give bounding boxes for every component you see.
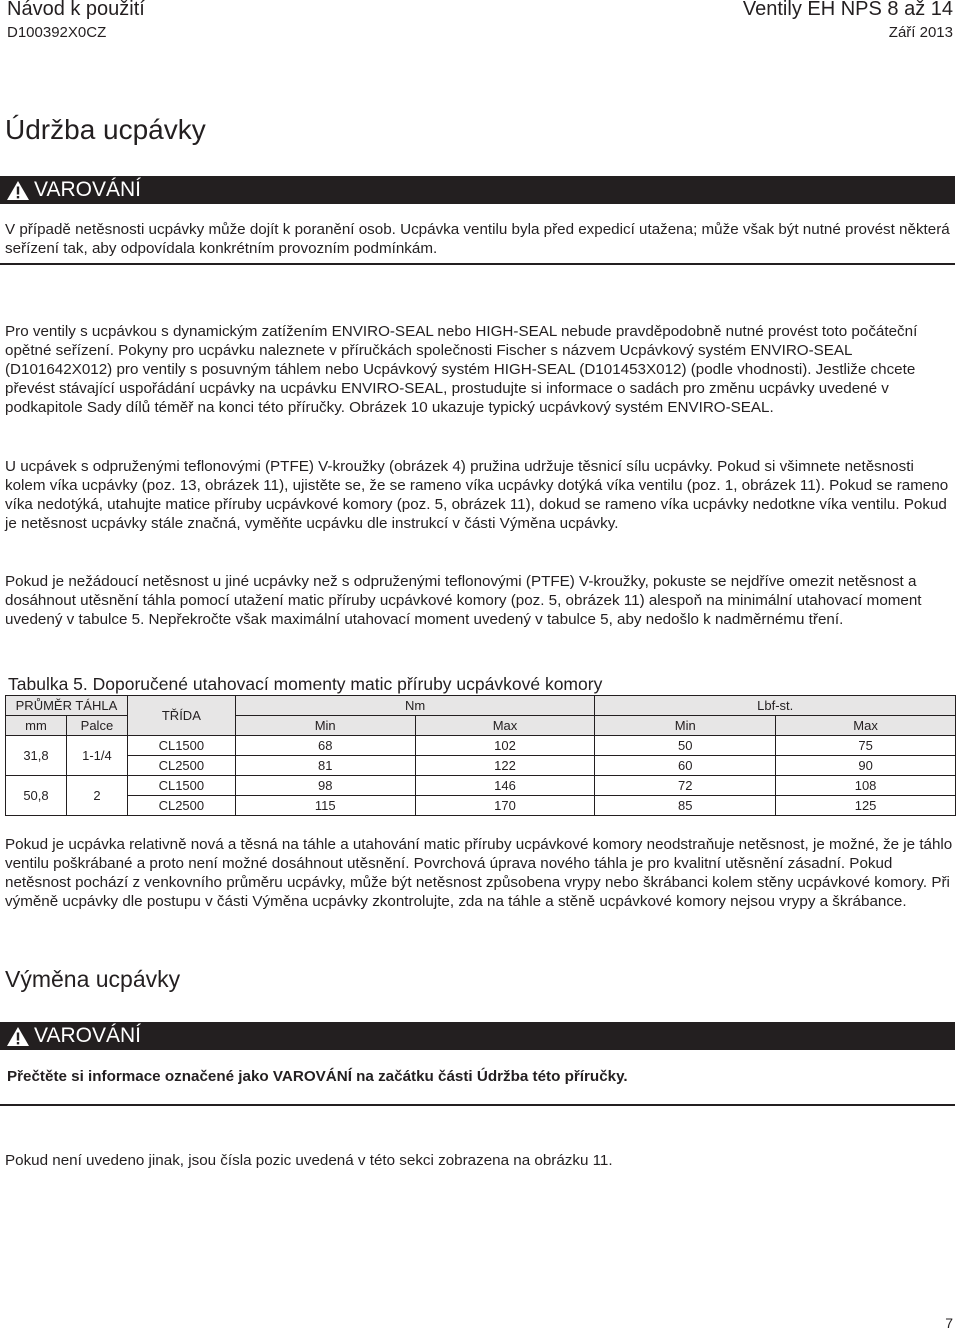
header-lbf-min: Min: [595, 716, 776, 736]
cell-lbf-min: 50: [595, 736, 776, 756]
warning-text-2: Přečtěte si informace označené jako VAROVÁNÍ na začátku části Údržba této příručky.: [7, 1068, 628, 1085]
header-nm-max: Max: [415, 716, 595, 736]
header-mm: mm: [6, 716, 67, 736]
cell-nm-max: 122: [415, 756, 595, 776]
document-date: Září 2013: [888, 24, 953, 41]
cell-lbf-min: 60: [595, 756, 776, 776]
header-stem-diameter: PRŮMĚR TÁHLA: [6, 696, 128, 716]
cell-mm: 50,8: [6, 776, 67, 816]
cell-lbf-max: 90: [776, 756, 956, 776]
warning-label: VAROVÁNÍ: [34, 1024, 141, 1047]
warning-icon: [7, 1027, 29, 1046]
torque-table: [5, 695, 956, 816]
cell-inch: 1-1/4: [66, 736, 127, 776]
header-nm-min: Min: [235, 716, 415, 736]
cell-lbf-max: 75: [776, 736, 956, 756]
warning-text: V případě netěsnosti ucpávky může dojít k poranění osob. Ucpávka ventilu byla před expedicí utažena; může však být nutné provést některá seřízení tak, aby odpovídala konkrétním provozním podmínkám.: [5, 221, 950, 257]
cell-lbf-min: 85: [595, 796, 776, 816]
cell-lbf-min: 72: [595, 776, 776, 796]
warning-icon: [7, 181, 29, 200]
table-title: Tabulka 5. Doporučené utahovací momenty matic příruby ucpávkové komory: [8, 674, 603, 694]
header-class: TŘÍDA: [127, 696, 235, 736]
header-inch: Palce: [66, 716, 127, 736]
cell-inch: 2: [66, 776, 127, 816]
paragraph-new-packing: Pokud je ucpávka relativně nová a těsná na táhle a utahování matic příruby ucpávkové komory neodstraňuje netěsnost, je možné, že je táhlo ventilu poškrábané a proto není možné dosáhnout utěsnění. Povrchová úprava nového táhla je pro kvalitní utěsnění zásadní. Pokud netěsnost pochází z venkovního průměru ucpávky, může být netěsnost způsobena vrypy nebo škrábanci kolem stěny ucpávkové komory. Při výměně ucpávky dle postupu v části Výměna ucpávky zkontrolujte, zda na táhle a stěně ucpávkové komory nejsou vrypy a škrábance.: [5, 836, 953, 910]
cell-nm-max: 170: [415, 796, 595, 816]
cell-mm: 31,8: [6, 736, 67, 776]
cell-class: CL1500: [127, 776, 235, 796]
cell-nm-min: 68: [235, 736, 415, 756]
cell-nm-max: 146: [415, 776, 595, 796]
paragraph-item-numbers: Pokud není uvedeno jinak, jsou čísla pozic uvedená v této sekci zobrazena na obrázku 11.: [5, 1152, 613, 1169]
warning-banner-2: [0, 1022, 955, 1050]
paragraph-other-packing: Pokud je nežádoucí netěsnost u jiné ucpávky než s odpruženými teflonovými (PTFE) V-kroužky, pokuste se nejdříve omezit netěsnost a dosáhnout utěsnění táhla pomocí utažení matic příruby ucpávkové komory (poz. 5, obrázek 11) alespoň na minimální utahovací moment uvedený v tabulce 5. Nepřekročte však maximální utahovací moment uvedený v tabulce 5, aby nedošlo k nadměrnému tření.: [5, 573, 922, 628]
manual-title: Návod k použití: [7, 0, 145, 20]
warning-label: VAROVÁNÍ: [34, 178, 141, 201]
cell-nm-min: 115: [235, 796, 415, 816]
cell-nm-min: 81: [235, 756, 415, 776]
product-title: Ventily EH NPS 8 až 14: [742, 0, 953, 20]
header-nm: Nm: [235, 696, 595, 716]
section-heading-packing-replacement: Výměna ucpávky: [5, 966, 181, 992]
table-row: [6, 796, 956, 816]
header-lbf-max: Max: [776, 716, 956, 736]
table-row: [6, 736, 956, 756]
document-code: D100392X0CZ: [7, 24, 107, 41]
section-heading-maintenance: Údržba ucpávky: [5, 114, 206, 145]
cell-class: CL2500: [127, 796, 235, 816]
cell-lbf-max: 108: [776, 776, 956, 796]
cell-class: CL1500: [127, 736, 235, 756]
warning-banner: [0, 176, 955, 204]
paragraph-enviro-seal: Pro ventily s ucpávkou s dynamickým zatížením ENVIRO-SEAL nebo HIGH-SEAL nebude pravděpodobně nutné provést toto počáteční opětné seřízení. Pokyny pro ucpávku naleznete v příručkách společnosti Fischer s názvem Ucpávkový systém ENVIRO-SEAL (D101642X012) pro ventily s posuvným táhlem nebo Ucpávkový systém HIGH-SEAL (D101453X012) (podle vhodnosti). Jestliže chcete převést stávající uspořádání ucpávky na ucpávku ENVIRO-SEAL, prostudujte si informace o sadách pro změnu ucpávky uvedené v podkapitole Sady dílů téměř na konci této příručky. Obrázek 10 ukazuje typický ucpávkový systém ENVIRO-SEAL.: [5, 323, 918, 416]
table-row: [6, 756, 956, 776]
warning-rule: [0, 263, 955, 265]
cell-nm-min: 98: [235, 776, 415, 796]
cell-lbf-max: 125: [776, 796, 956, 816]
header-lbf: Lbf-st.: [595, 696, 956, 716]
table-row: [6, 776, 956, 796]
warning-rule-2: [0, 1104, 955, 1106]
paragraph-ptfe-springs: U ucpávek s odpruženými teflonovými (PTFE) V-kroužky (obrázek 4) pružina udržuje těsnicí sílu ucpávky. Pokud si všimnete netěsnosti kolem víka ucpávky (poz. 13, obrázek 11), ujistěte se, že se rameno víka ucpávky dotýká víka ventilu (poz. 1, obrázek 11). Pokud se rameno víka nedotýká, utahujte matice příruby ucpávkové komory (poz. 5, obrázek 11), dokud se rameno víka ucpávky nedotkne víka ventilu. Pokud je netěsnost ucpávky stále značná, vyměňte ucpávku dle instrukcí v části Výměna ucpávky.: [5, 458, 949, 532]
cell-nm-max: 102: [415, 736, 595, 756]
cell-class: CL2500: [127, 756, 235, 776]
page-number: 7: [945, 1315, 953, 1331]
